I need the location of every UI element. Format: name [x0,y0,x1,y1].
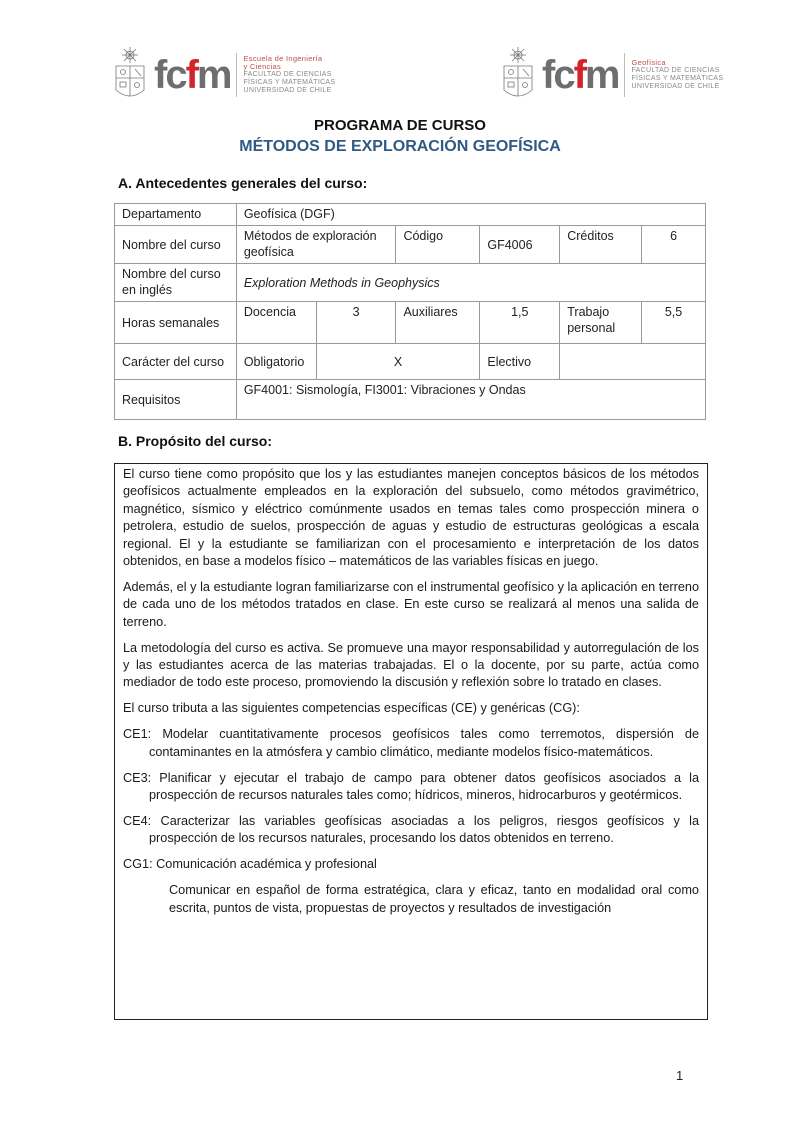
nombre-ingles-value: Exploration Methods in Geophysics [236,264,705,302]
competencia-cg1: CG1: Comunicación académica y profesional [123,857,377,872]
competencia-ce3: CE3: Planificar y ejecutar el trabajo de campo para obtener datos geofísicos asociados a la prospección de recursos naturales tales como; hídricos, mineros, hidrocarburos y geotérmicos. [123,770,699,802]
table-row [115,344,706,380]
fcfm-escuela-logo [112,44,335,106]
requisitos-label: Requisitos [115,380,237,420]
creditos-value: 6 [642,226,706,264]
codigo-label: Código [396,226,480,264]
competencia-ce4: CE4: Caracterizar las variables geofísicas asociadas a los peligros, riesgos geofísicos y la prospección de los recursos naturales, procesando los datos obtenidos en terreno. [123,813,699,846]
table-row [115,302,706,344]
purpose-paragraph: El curso tiene como propósito que los y las estudiantes manejen conceptos básicos de los métodos geofísicos actualmente empleados en la exploración del subsuelo, como métodos gravimétrico, magnético, sísmico y eléctrico comúnmente usados en temas tales como prospección minera o petrolera, estudio de suelos, prospección de aguas y estudio de estructuras geológicas a escala regional. El y la estudiante se familiarizan con el procesamiento e interpretación de los datos obtenidos, en base a modelos físico – matemáticos de las variables físicas en juego. [123,467,699,569]
electivo-label: Electivo [480,344,560,380]
page-number: 1 [676,1068,684,1083]
purpose-paragraph: Además, el y la estudiante logran familiarizarse con el instrumental geofísico y la aplicación en terreno de cada uno de los métodos tratados en clase. En este curso se realizará al menos una salida de terreno. [123,579,699,629]
docencia-value: 3 [316,302,396,344]
university-crest-icon [500,46,536,104]
competencia-ce1: CE1: Modelar cuantitativamente procesos geofísicos tales como terremotos, dispersión de contaminantes en la atmósfera y cambio climático, mediante modelos físico-matemáticos. [123,727,699,759]
requisitos-value: GF4001: Sismología, FI3001: Vibraciones y Ondas [236,380,705,420]
course-title: MÉTODOS DE EXPLORACIÓN GEOFÍSICA [239,138,561,155]
university-crest-icon [112,46,148,104]
nombre-ingles-label: Nombre del curso en inglés [115,264,237,302]
departamento-label: Departamento [115,204,237,226]
section-a-heading: A. Antecedentes generales del curso: [118,175,368,191]
logo-divider [236,53,237,97]
departamento-value: Geofísica (DGF) [236,204,705,226]
obligatorio-mark: X [316,344,480,380]
auxiliares-value: 1,5 [480,302,560,344]
logo-divider [624,53,625,97]
obligatorio-label: Obligatorio [236,344,316,380]
fcfm-wordmark: fcfm [154,53,231,97]
trabajo-personal-value: 5,5 [642,302,706,344]
table-row [115,380,706,420]
codigo-value: GF4006 [480,226,560,264]
fcfm-wordmark: fcfm [542,53,619,97]
trabajo-personal-label: Trabajo personal [560,302,642,344]
section-b-heading: B. Propósito del curso: [118,433,273,449]
table-row [115,204,706,226]
caracter-label: Carácter del curso [115,344,237,380]
fcfm-geofisica-logo [500,44,723,106]
course-info-table [114,203,706,420]
logo-caption: Escuela de Ingeniería y Ciencias FACULTAD DE CIENCIAS FÍSICAS Y MATEMÁTICAS UNIVERSIDAD DE CHILE [243,54,336,94]
electivo-mark [560,344,706,380]
table-row [115,264,706,302]
cg1-description: Comunicar en español de forma estratégica, clara y eficaz, tanto en modalidad oral como escrita, puntos de vista, propuestas de proyectos y resultados de investigación [169,883,699,915]
document-title: PROGRAMA DE CURSO [314,117,486,134]
nombre-curso-value: Métodos de exploración geofísica [236,226,396,264]
purpose-box [114,463,708,1020]
table-row [115,226,706,264]
auxiliares-label: Auxiliares [396,302,480,344]
logo-caption: Geofísica FACULTAD DE CIENCIAS FÍSICAS Y MATEMÁTICAS UNIVERSIDAD DE CHILE [631,58,724,90]
creditos-label: Créditos [560,226,642,264]
purpose-paragraph: El curso tributa a las siguientes competencias específicas (CE) y genéricas (CG): [123,701,580,716]
horas-label: Horas semanales [115,302,237,344]
docencia-label: Docencia [236,302,316,344]
purpose-paragraph: La metodología del curso es activa. Se promueve una mayor responsabilidad y autorregulación de los y las estudiantes acerca de las materias trabajadas. El o la docente, por su parte, actúa como mediador de todo este proceso, promoviendo la discusión y reflexión sobre lo tratado en clases. [123,640,699,690]
nombre-curso-label: Nombre del curso [115,226,237,264]
